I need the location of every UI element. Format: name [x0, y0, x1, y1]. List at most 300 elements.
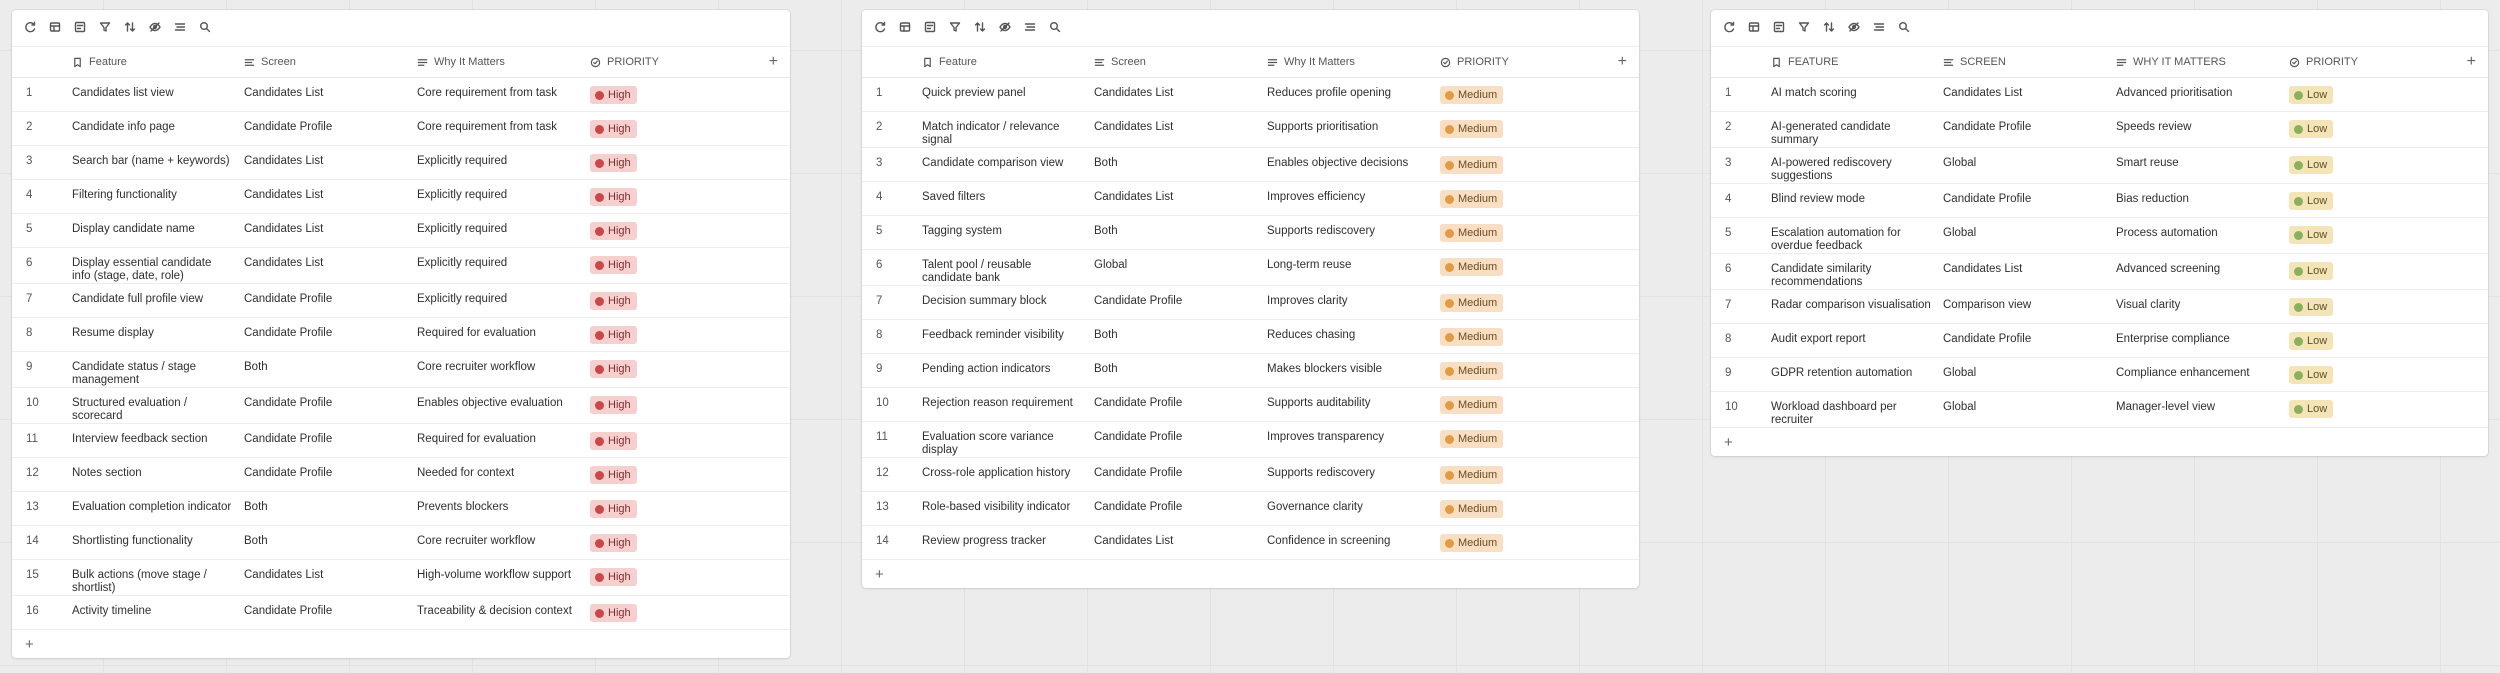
table-row[interactable]	[12, 596, 790, 630]
table-row[interactable]	[1711, 218, 2488, 254]
why-cell[interactable]: Explicitly required	[417, 189, 508, 201]
feature-cell[interactable]: Resume display	[72, 327, 154, 339]
screen-cell[interactable]: Candidate Profile	[244, 467, 333, 479]
why-cell[interactable]: Traceability & decision context	[417, 605, 572, 617]
screen-cell[interactable]: Candidates List	[1094, 535, 1174, 547]
table-row[interactable]	[1711, 78, 2488, 112]
column-header-label: PRIORITY	[2306, 55, 2358, 68]
table-row[interactable]	[12, 352, 790, 388]
text-lines-icon	[1943, 57, 1954, 68]
priority-badge	[2289, 192, 2333, 210]
priority-cell[interactable]	[584, 214, 724, 247]
screen-cell[interactable]: Candidate Profile	[1094, 431, 1183, 443]
priority-cell[interactable]	[1434, 526, 1574, 559]
screen-cell[interactable]: Candidates List	[1943, 263, 2023, 275]
priority-cell[interactable]	[2283, 392, 2423, 427]
refresh-button[interactable]	[1719, 18, 1739, 38]
table-row[interactable]	[1711, 148, 2488, 184]
screen-cell[interactable]: Both	[1094, 157, 1118, 169]
feature-cell[interactable]: Candidate full profile view	[72, 293, 204, 305]
why-cell[interactable]: Required for evaluation	[417, 327, 536, 339]
feature-cell[interactable]: Shortlisting functionality	[72, 535, 193, 547]
feature-cell[interactable]: Feedback reminder visibility	[922, 329, 1064, 341]
table-row[interactable]	[12, 180, 790, 214]
feature-cell[interactable]: AI-powered rediscovery suggestions	[1771, 157, 1892, 182]
priority-dot-icon	[1445, 471, 1454, 480]
feature-cell[interactable]: AI-generated candidate summary	[1771, 121, 1891, 146]
feature-cell[interactable]: Match indicator / relevance signal	[922, 121, 1060, 146]
why-cell[interactable]: Makes blockers visible	[1267, 363, 1383, 375]
priority-cell[interactable]	[1434, 492, 1574, 525]
screen-cell[interactable]: Both	[1094, 363, 1118, 375]
feature-cell[interactable]: Talent pool / reusable candidate bank	[922, 259, 1032, 284]
why-cell[interactable]: Supports prioritisation	[1267, 121, 1379, 133]
why-cell[interactable]: Manager-level view	[2116, 401, 2216, 413]
screen-cell[interactable]: Both	[1094, 225, 1118, 237]
why-cell[interactable]: Reduces chasing	[1267, 329, 1356, 341]
why-cell[interactable]: Explicitly required	[417, 257, 508, 269]
priority-cell[interactable]	[584, 458, 724, 491]
priority-cell[interactable]	[584, 180, 724, 213]
priority-cell[interactable]	[584, 526, 724, 559]
column-header-label: Why It Matters	[1284, 55, 1355, 68]
fields-button[interactable]	[70, 18, 90, 38]
priority-label: Medium	[1458, 297, 1498, 309]
priority-cell[interactable]	[1434, 250, 1574, 285]
feature-cell[interactable]: Saved filters	[922, 191, 986, 203]
feature-cell[interactable]: Tagging system	[922, 225, 1002, 237]
column-header-screen[interactable]	[1088, 56, 1261, 69]
screen-cell[interactable]: Candidate Profile	[1943, 333, 2032, 345]
why-cell[interactable]: Process automation	[2116, 227, 2218, 239]
priority-cell[interactable]	[1434, 320, 1574, 353]
search-button[interactable]	[195, 18, 215, 38]
feature-cell[interactable]: Bulk actions (move stage / shortlist)	[72, 569, 207, 594]
why-cell[interactable]: Needed for context	[417, 467, 515, 479]
table-row[interactable]	[862, 320, 1639, 354]
table-view-button[interactable]	[1744, 18, 1764, 38]
priority-cell[interactable]	[1434, 458, 1574, 491]
table-row[interactable]	[1711, 290, 2488, 324]
filter-icon	[1798, 21, 1810, 36]
priority-cell[interactable]	[584, 388, 724, 423]
priority-label: Medium	[1458, 123, 1498, 135]
why-cell[interactable]: Confidence in screening	[1267, 535, 1391, 547]
why-cell[interactable]: Reduces profile opening	[1267, 87, 1392, 99]
table-row[interactable]	[12, 78, 790, 112]
priority-cell[interactable]	[1434, 422, 1574, 457]
table-row[interactable]	[862, 286, 1639, 320]
priority-badge	[590, 154, 637, 172]
screen-cell[interactable]: Comparison view	[1943, 299, 2032, 311]
priority-cell[interactable]	[2283, 324, 2423, 357]
priority-badge	[1440, 466, 1503, 484]
table-row[interactable]	[862, 182, 1639, 216]
priority-badge	[2289, 156, 2333, 174]
feature-cell[interactable]: Rejection reason requirement	[922, 397, 1073, 409]
priority-label: Low	[2307, 403, 2328, 415]
table-row[interactable]	[862, 78, 1639, 112]
priority-dot-icon	[595, 125, 604, 134]
screen-cell[interactable]: Candidate Profile	[1943, 193, 2032, 205]
table-row[interactable]	[862, 216, 1639, 250]
group-button[interactable]	[1869, 18, 1889, 38]
priority-cell[interactable]	[584, 248, 724, 283]
screen-cell[interactable]: Candidate Profile	[1943, 121, 2032, 133]
priority-label: High	[608, 89, 631, 101]
priority-cell[interactable]	[1434, 216, 1574, 249]
priority-cell[interactable]	[1434, 286, 1574, 319]
screen-cell[interactable]: Candidate Profile	[1094, 295, 1183, 307]
filter-button[interactable]	[945, 18, 965, 38]
feature-cell[interactable]: Review progress tracker	[922, 535, 1046, 547]
hide-button[interactable]	[995, 18, 1015, 38]
column-header-why[interactable]	[411, 56, 584, 69]
priority-label: High	[608, 123, 631, 135]
why-cell[interactable]: Bias reduction	[2116, 193, 2189, 205]
add-column-cell	[724, 54, 790, 70]
table-row[interactable]	[12, 146, 790, 180]
screen-cell[interactable]: Candidates List	[1094, 191, 1174, 203]
feature-cell[interactable]: Cross-role application history	[922, 467, 1071, 479]
screen-cell[interactable]: Candidates List	[244, 87, 324, 99]
priority-cell[interactable]	[584, 492, 724, 525]
add-row-button[interactable]: +	[25, 635, 34, 653]
row-number: 8	[1725, 333, 1732, 345]
why-cell[interactable]: Smart reuse	[2116, 157, 2179, 169]
priority-badge	[590, 604, 637, 622]
why-cell[interactable]: Prevents blockers	[417, 501, 509, 513]
screen-cell[interactable]: Candidates List	[244, 223, 324, 235]
screen-cell[interactable]: Candidates List	[1943, 87, 2023, 99]
row-number: 10	[1725, 401, 1738, 413]
group-button[interactable]	[1020, 18, 1040, 38]
table-row[interactable]	[862, 492, 1639, 526]
why-cell[interactable]: Enables objective evaluation	[417, 397, 563, 409]
feature-cell[interactable]: Radar comparison visualisation	[1771, 299, 1931, 311]
sort-button[interactable]	[120, 18, 140, 38]
sort-icon	[124, 21, 136, 36]
priority-cell[interactable]	[584, 78, 724, 111]
column-header-screen[interactable]	[238, 56, 411, 69]
why-cell[interactable]: Compliance enhancement	[2116, 367, 2250, 379]
fields-button[interactable]	[1769, 18, 1789, 38]
column-header-why[interactable]	[1261, 56, 1434, 69]
priority-cell[interactable]	[2283, 148, 2423, 183]
filter-icon	[99, 21, 111, 36]
priority-cell[interactable]	[584, 352, 724, 387]
table-row[interactable]	[12, 492, 790, 526]
text-lines-icon	[417, 57, 428, 68]
screen-cell[interactable]: Candidates List	[1094, 121, 1174, 133]
screen-cell[interactable]: Candidates List	[1094, 87, 1174, 99]
priority-label: Medium	[1458, 331, 1498, 343]
why-cell[interactable]: Governance clarity	[1267, 501, 1363, 513]
column-header-priority[interactable]	[584, 56, 724, 69]
priority-cell[interactable]	[2283, 254, 2423, 289]
screen-cell[interactable]: Candidates List	[244, 569, 324, 581]
table-toolbar	[1711, 10, 2488, 46]
priority-dot-icon	[2294, 161, 2303, 170]
table-row[interactable]	[862, 250, 1639, 286]
screen-cell[interactable]: Global	[1943, 401, 1977, 413]
feature-cell[interactable]: Filtering functionality	[72, 189, 177, 201]
why-cell[interactable]: Enterprise compliance	[2116, 333, 2230, 345]
add-row-button[interactable]: +	[875, 565, 884, 583]
table-view-button[interactable]	[895, 18, 915, 38]
sort-button[interactable]	[1819, 18, 1839, 38]
fields-button[interactable]	[920, 18, 940, 38]
column-header-screen[interactable]	[1937, 56, 2110, 69]
search-icon	[199, 21, 211, 36]
screen-cell[interactable]: Candidate Profile	[244, 397, 333, 409]
priority-label: High	[608, 607, 631, 619]
table-row[interactable]	[862, 458, 1639, 492]
priority-cell[interactable]	[2283, 218, 2423, 253]
priority-cell[interactable]	[1434, 78, 1574, 111]
screen-cell[interactable]: Global	[1943, 157, 1977, 169]
screen-cell[interactable]: Both	[244, 535, 268, 547]
add-column-button[interactable]: +	[1617, 53, 1627, 70]
refresh-button[interactable]	[20, 18, 40, 38]
why-cell[interactable]: Long-term reuse	[1267, 259, 1352, 271]
table-row[interactable]	[1711, 112, 2488, 148]
table-row[interactable]	[862, 526, 1639, 560]
why-cell[interactable]: Core recruiter workflow	[417, 535, 536, 547]
bookmark-icon	[72, 57, 83, 68]
why-cell[interactable]: Enables objective decisions	[1267, 157, 1409, 169]
feature-cell[interactable]: Search bar (name + keywords)	[72, 155, 230, 167]
why-cell[interactable]: Improves efficiency	[1267, 191, 1366, 203]
why-cell[interactable]: Core requirement from task	[417, 87, 557, 99]
row-number: 6	[1725, 263, 1732, 275]
feature-cell[interactable]: Candidate info page	[72, 121, 175, 133]
why-cell[interactable]: Speeds review	[2116, 121, 2192, 133]
column-header-label: Screen	[261, 55, 296, 68]
feature-cell[interactable]: GDPR retention automation	[1771, 367, 1913, 379]
column-header-label: PRIORITY	[1457, 55, 1509, 68]
table-row[interactable]	[12, 458, 790, 492]
table-row[interactable]	[12, 214, 790, 248]
priority-cell[interactable]	[584, 560, 724, 595]
status-circle-icon	[2289, 57, 2300, 68]
feature-cell[interactable]: Activity timeline	[72, 605, 152, 617]
screen-cell[interactable]: Both	[244, 501, 268, 513]
search-button[interactable]	[1045, 18, 1065, 38]
table-row[interactable]	[1711, 358, 2488, 392]
screen-cell[interactable]: Global	[1094, 259, 1128, 271]
filter-button[interactable]	[1794, 18, 1814, 38]
why-cell[interactable]: Supports auditability	[1267, 397, 1371, 409]
table-row[interactable]	[862, 354, 1639, 388]
table-row[interactable]	[12, 388, 790, 424]
priority-cell[interactable]	[1434, 182, 1574, 215]
feature-cell[interactable]: Display candidate name	[72, 223, 195, 235]
why-cell[interactable]: Explicitly required	[417, 223, 508, 235]
screen-cell[interactable]: Candidates List	[244, 257, 324, 269]
priority-cell[interactable]	[584, 284, 724, 317]
table-row[interactable]	[862, 422, 1639, 458]
search-button[interactable]	[1894, 18, 1914, 38]
screen-cell[interactable]: Candidate Profile	[244, 605, 333, 617]
why-cell[interactable]: High-volume workflow support	[417, 569, 572, 581]
column-header-priority[interactable]	[2283, 56, 2423, 69]
screen-cell[interactable]: Candidates List	[244, 155, 324, 167]
sort-button[interactable]	[970, 18, 990, 38]
table-row[interactable]	[12, 112, 790, 146]
screen-cell[interactable]: Both	[1094, 329, 1118, 341]
feature-cell[interactable]: AI match scoring	[1771, 87, 1857, 99]
priority-dot-icon	[2294, 371, 2303, 380]
column-header-feature[interactable]	[66, 56, 238, 69]
why-cell[interactable]: Explicitly required	[417, 293, 508, 305]
add-row-button[interactable]: +	[1724, 433, 1733, 451]
table-row[interactable]	[1711, 324, 2488, 358]
why-cell[interactable]: Explicitly required	[417, 155, 508, 167]
priority-badge	[2289, 86, 2333, 104]
priority-cell[interactable]	[2283, 184, 2423, 217]
table-row[interactable]	[862, 148, 1639, 182]
screen-cell[interactable]: Candidate Profile	[244, 121, 333, 133]
table-row[interactable]	[862, 388, 1639, 422]
why-cell[interactable]: Core recruiter workflow	[417, 361, 536, 373]
table-toolbar	[12, 10, 790, 46]
priority-cell[interactable]	[2283, 290, 2423, 323]
table-row[interactable]	[12, 248, 790, 284]
table-row[interactable]	[1711, 184, 2488, 218]
screen-cell[interactable]: Candidate Profile	[1094, 467, 1183, 479]
screen-cell[interactable]: Candidates List	[244, 189, 324, 201]
table-view-icon	[49, 21, 61, 36]
column-header-feature[interactable]	[916, 56, 1088, 69]
feature-cell[interactable]: Decision summary block	[922, 295, 1047, 307]
add-column-button[interactable]: +	[768, 53, 778, 70]
feature-cell[interactable]: Candidates list view	[72, 87, 174, 99]
priority-label: High	[608, 329, 631, 341]
priority-label: High	[608, 571, 631, 583]
screen-cell[interactable]: Candidate Profile	[244, 327, 333, 339]
refresh-button[interactable]	[870, 18, 890, 38]
table-row[interactable]	[12, 424, 790, 458]
priority-badge	[2289, 226, 2333, 244]
priority-cell[interactable]	[1434, 354, 1574, 387]
priority-cell[interactable]	[584, 596, 724, 629]
row-number: 13	[26, 501, 39, 513]
group-button[interactable]	[170, 18, 190, 38]
priority-cell[interactable]	[2283, 112, 2423, 147]
why-cell[interactable]: Visual clarity	[2116, 299, 2181, 311]
feature-cell[interactable]: Role-based visibility indicator	[922, 501, 1071, 513]
table-row[interactable]	[12, 284, 790, 318]
feature-cell[interactable]: Quick preview panel	[922, 87, 1026, 99]
priority-cell[interactable]	[584, 146, 724, 179]
priority-cell[interactable]	[2283, 358, 2423, 391]
priority-dot-icon	[2294, 125, 2303, 134]
screen-cell[interactable]: Global	[1943, 227, 1977, 239]
priority-cell[interactable]	[584, 424, 724, 457]
feature-cell[interactable]: Structured evaluation / scorecard	[72, 397, 188, 422]
table-view-button[interactable]	[45, 18, 65, 38]
why-cell[interactable]: Advanced screening	[2116, 263, 2221, 275]
column-header-feature[interactable]	[1765, 56, 1937, 69]
why-cell[interactable]: Supports rediscovery	[1267, 467, 1376, 479]
screen-cell[interactable]: Candidate Profile	[1094, 397, 1183, 409]
row-number: 14	[26, 535, 39, 547]
row-number: 14	[876, 535, 889, 547]
feature-cell[interactable]: Notes section	[72, 467, 142, 479]
feature-cell[interactable]: Candidate comparison view	[922, 157, 1064, 169]
screen-cell[interactable]: Candidate Profile	[244, 433, 333, 445]
feature-cell[interactable]: Candidate status / stage management	[72, 361, 197, 386]
table-toolbar	[862, 10, 1639, 46]
table-row[interactable]	[12, 318, 790, 352]
hide-button[interactable]	[145, 18, 165, 38]
row-number: 5	[876, 225, 883, 237]
why-cell[interactable]: Core requirement from task	[417, 121, 557, 133]
table-row[interactable]	[862, 112, 1639, 148]
priority-cell[interactable]	[584, 112, 724, 145]
priority-dot-icon	[1445, 333, 1454, 342]
feature-cell[interactable]: Blind review mode	[1771, 193, 1865, 205]
filter-button[interactable]	[95, 18, 115, 38]
priority-cell[interactable]	[584, 318, 724, 351]
feature-cell[interactable]: Workload dashboard per recruiter	[1771, 401, 1897, 426]
feature-cell[interactable]: Display essential candidate info (stage, date, role)	[72, 257, 212, 282]
add-column-button[interactable]: +	[2466, 53, 2476, 70]
row-number: 3	[26, 155, 33, 167]
feature-cell[interactable]: Evaluation score variance display	[922, 431, 1054, 456]
priority-badge	[590, 292, 637, 310]
priority-cell[interactable]	[1434, 388, 1574, 421]
feature-cell[interactable]: Audit export report	[1771, 333, 1866, 345]
why-cell[interactable]: Supports rediscovery	[1267, 225, 1376, 237]
table-row[interactable]	[1711, 254, 2488, 290]
feature-cell[interactable]: Interview feedback section	[72, 433, 208, 445]
table-row[interactable]	[12, 560, 790, 596]
row-number: 10	[26, 397, 39, 409]
why-cell[interactable]: Required for evaluation	[417, 433, 536, 445]
screen-cell[interactable]: Global	[1943, 367, 1977, 379]
why-cell[interactable]: Improves clarity	[1267, 295, 1348, 307]
column-header-label: Why It Matters	[434, 55, 505, 68]
feature-cell[interactable]: Evaluation completion indicator	[72, 501, 232, 513]
priority-label: Medium	[1458, 365, 1498, 377]
why-cell[interactable]: Advanced prioritisation	[2116, 87, 2233, 99]
priority-cell[interactable]	[1434, 148, 1574, 181]
feature-cell[interactable]: Pending action indicators	[922, 363, 1051, 375]
screen-cell[interactable]: Candidate Profile	[1094, 501, 1183, 513]
refresh-icon	[874, 21, 886, 36]
priority-dot-icon	[595, 331, 604, 340]
feature-cell[interactable]: Candidate similarity recommendations	[1771, 263, 1872, 288]
column-header-label: PRIORITY	[607, 55, 659, 68]
column-header-why[interactable]	[2110, 56, 2283, 69]
hide-button[interactable]	[1844, 18, 1864, 38]
priority-label: High	[608, 435, 631, 447]
column-header-label: FEATURE	[1788, 55, 1839, 68]
column-header-priority[interactable]	[1434, 56, 1574, 69]
why-cell[interactable]: Improves transparency	[1267, 431, 1384, 443]
column-header-label: SCREEN	[1960, 55, 2006, 68]
priority-cell[interactable]	[2283, 78, 2423, 111]
screen-cell[interactable]: Candidate Profile	[244, 293, 333, 305]
priority-label: High	[608, 191, 631, 203]
table-row[interactable]	[12, 526, 790, 560]
feature-cell[interactable]: Escalation automation for overdue feedback	[1771, 227, 1901, 252]
table-row[interactable]	[1711, 392, 2488, 428]
priority-cell[interactable]	[1434, 112, 1574, 147]
screen-cell[interactable]: Both	[244, 361, 268, 373]
